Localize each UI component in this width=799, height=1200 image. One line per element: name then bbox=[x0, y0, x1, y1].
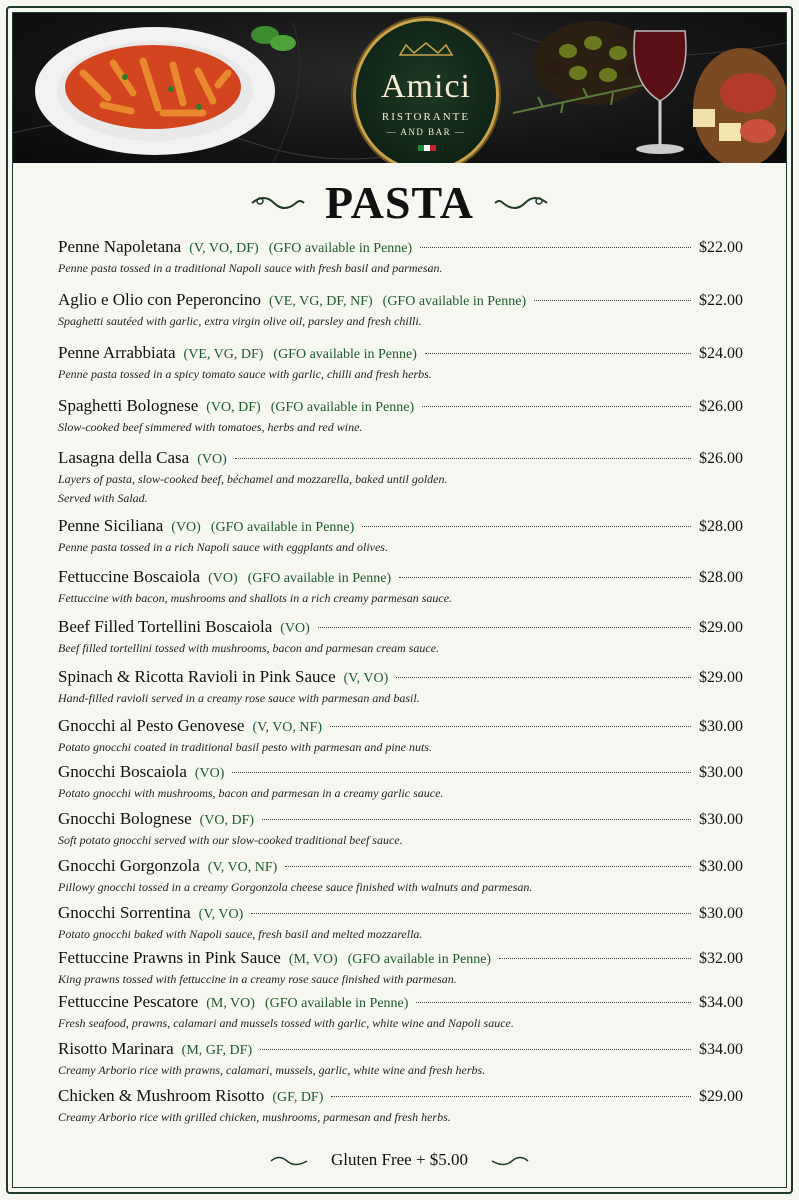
menu-item bbox=[58, 237, 743, 278]
menu-item-line bbox=[58, 396, 743, 416]
dotted-leader bbox=[318, 627, 691, 628]
menu-item-line bbox=[58, 516, 743, 536]
dish-description: Pillowy gnocchi tossed in a creamy Gorgonzola cheese sauce finished with walnuts and parmesan. bbox=[58, 880, 533, 894]
dish-name: Fettuccine Boscaiola bbox=[58, 567, 201, 586]
menu-item bbox=[58, 762, 743, 803]
logo-name: Amici bbox=[381, 68, 471, 105]
dish-price: $30.00 bbox=[699, 718, 743, 735]
menu-item-line bbox=[58, 237, 743, 257]
dish-description: King prawns tossed with fettuccine in a creamy rose sauce finished with parmesan. bbox=[58, 972, 457, 986]
menu-item bbox=[58, 516, 743, 557]
dish-name: Aglio e Olio con Peperoncino bbox=[58, 290, 262, 309]
dish-description: Penne pasta tossed in a rich Napoli sauce with eggplants and olives. bbox=[58, 540, 388, 554]
dietary-tags: (V, VO, NF) bbox=[207, 860, 278, 875]
restaurant-logo bbox=[353, 18, 499, 163]
dish-description: Penne pasta tossed in a spicy tomato sauce with garlic, chilli and fresh herbs. bbox=[58, 367, 432, 381]
dietary-tags: (VE, VG, DF) bbox=[183, 347, 264, 362]
gluten-free-option-note: (GFO available in Penne) bbox=[268, 241, 413, 256]
dish-name: Beef Filled Tortellini Boscaiola bbox=[58, 617, 273, 636]
dietary-tags: (VE, VG, DF, NF) bbox=[269, 294, 373, 309]
dish-price: $22.00 bbox=[699, 292, 743, 309]
gluten-free-option-note: (GFO available in Penne) bbox=[264, 996, 409, 1011]
menu-item bbox=[58, 1039, 743, 1080]
menu-item-line bbox=[58, 948, 743, 968]
dietary-tags: (VO, DF) bbox=[199, 813, 255, 828]
dish-name: Gnocchi Gorgonzola bbox=[58, 856, 200, 875]
dish-price: $28.00 bbox=[699, 518, 743, 535]
dish-description: Slow-cooked beef simmered with tomatoes, herbs and red wine. bbox=[58, 420, 363, 434]
dietary-tags: (V, VO) bbox=[198, 907, 244, 922]
dotted-leader bbox=[499, 958, 691, 959]
dotted-leader bbox=[420, 247, 691, 248]
dietary-tags: (VO) bbox=[197, 452, 227, 467]
menu-item-line bbox=[58, 448, 743, 468]
dish-name: Gnocchi Boscaiola bbox=[58, 762, 187, 781]
logo-subtitle-bar: — AND BAR — bbox=[386, 127, 466, 137]
menu-item bbox=[58, 617, 743, 658]
dotted-leader bbox=[235, 458, 691, 459]
menu-item bbox=[58, 716, 743, 757]
dotted-leader bbox=[396, 677, 691, 678]
dotted-leader bbox=[251, 913, 691, 914]
dietary-tags: (M, VO) bbox=[206, 996, 255, 1011]
dish-name: Fettuccine Pescatore bbox=[58, 992, 199, 1011]
dish-name: Fettuccine Prawns in Pink Sauce bbox=[58, 948, 281, 967]
footer-right-flourish-icon bbox=[490, 1154, 530, 1168]
menu-item bbox=[58, 903, 743, 944]
dish-price: $26.00 bbox=[699, 398, 743, 415]
dish-price: $34.00 bbox=[699, 1041, 743, 1058]
dish-price: $26.00 bbox=[699, 450, 743, 467]
dish-name: Penne Napoletana bbox=[58, 237, 182, 256]
menu-item-line bbox=[58, 716, 743, 736]
dish-name: Gnocchi Sorrentina bbox=[58, 903, 191, 922]
menu-item bbox=[58, 567, 743, 608]
italian-flag-icon bbox=[418, 145, 436, 151]
dietary-tags: (V, VO, DF) bbox=[189, 241, 259, 256]
gluten-free-option-note: (GFO available in Penne) bbox=[210, 520, 355, 535]
dish-price: $24.00 bbox=[699, 345, 743, 362]
dish-name: Penne Arrabbiata bbox=[58, 343, 176, 362]
page-title: PASTA bbox=[325, 177, 474, 228]
dish-description: Creamy Arborio rice with prawns, calamari, mussels, garlic, white wine and fresh herbs. bbox=[58, 1063, 486, 1077]
wine-glass-image bbox=[634, 31, 686, 154]
dish-name: Lasagna della Casa bbox=[58, 448, 190, 467]
left-flourish-icon bbox=[250, 193, 306, 213]
menu-item-line bbox=[58, 1086, 743, 1106]
dish-description: Beef filled tortellini tossed with mushrooms, bacon and parmesan cream sauce. bbox=[58, 641, 440, 655]
gluten-free-option-note: (GFO available in Penne) bbox=[347, 952, 492, 967]
dietary-tags: (M, GF, DF) bbox=[181, 1043, 253, 1058]
gluten-free-option-note: (GFO available in Penne) bbox=[273, 347, 417, 362]
dietary-tags: (VO) bbox=[208, 571, 238, 586]
dietary-tags: (VO) bbox=[171, 520, 201, 535]
gluten-free-note: Gluten Free + $5.00 bbox=[330, 1150, 469, 1169]
dish-description: Penne pasta tossed in a traditional Napoli sauce with fresh basil and parmesan. bbox=[58, 261, 443, 275]
dietary-tags: (V, VO, NF) bbox=[252, 720, 322, 735]
dish-price: $32.00 bbox=[699, 950, 743, 967]
dish-description: Spaghetti sautéed with garlic, extra virgin olive oil, parsley and fresh chilli. bbox=[58, 314, 422, 328]
crown-ornament-icon bbox=[396, 41, 456, 57]
dish-price: $30.00 bbox=[699, 811, 743, 828]
menu-item-line bbox=[58, 809, 743, 829]
dish-price: $28.00 bbox=[699, 569, 743, 586]
header-banner bbox=[13, 13, 786, 163]
dish-description: Potato gnocchi coated in traditional basil pesto with parmesan and pine nuts. bbox=[58, 740, 432, 754]
dotted-leader bbox=[362, 526, 691, 527]
dish-price: $22.00 bbox=[699, 239, 743, 256]
dish-name: Spaghetti Bolognese bbox=[58, 396, 199, 415]
dotted-leader bbox=[330, 726, 691, 727]
dietary-tags: (V, VO) bbox=[343, 671, 389, 686]
dotted-leader bbox=[262, 819, 691, 820]
dish-price: $30.00 bbox=[699, 764, 743, 781]
dish-price: $29.00 bbox=[699, 619, 743, 636]
dish-name: Chicken & Mushroom Risotto bbox=[58, 1086, 265, 1105]
dish-name: Spinach & Ricotta Ravioli in Pink Sauce bbox=[58, 667, 336, 686]
dietary-tags: (GF, DF) bbox=[272, 1090, 324, 1105]
menu-item bbox=[58, 948, 743, 989]
dotted-leader bbox=[331, 1096, 691, 1097]
menu-item bbox=[58, 343, 743, 384]
dietary-tags: (VO) bbox=[280, 621, 310, 636]
dish-name: Risotto Marinara bbox=[58, 1039, 174, 1058]
dotted-leader bbox=[260, 1049, 691, 1050]
dish-description: Potato gnocchi baked with Napoli sauce, fresh basil and melted mozzarella. bbox=[58, 927, 423, 941]
menu-item-line bbox=[58, 762, 743, 782]
menu-item-line bbox=[58, 567, 743, 587]
menu-item-line bbox=[58, 1039, 743, 1059]
menu-item-line bbox=[58, 343, 743, 363]
dish-description: Layers of pasta, slow-cooked beef, béchamel and mozzarella, baked until golden. bbox=[58, 472, 448, 486]
menu-item-line bbox=[58, 903, 743, 923]
gluten-free-option-note: (GFO available in Penne) bbox=[247, 571, 392, 586]
dietary-tags: (M, VO) bbox=[288, 952, 338, 967]
menu-item bbox=[58, 667, 743, 708]
dish-price: $29.00 bbox=[699, 669, 743, 686]
dotted-leader bbox=[232, 772, 691, 773]
footer-note-row bbox=[0, 1150, 799, 1170]
logo-subtitle: RISTORANTE bbox=[381, 111, 471, 123]
dish-name: Penne Siciliana bbox=[58, 516, 164, 535]
gluten-free-option-note: (GFO available in Penne) bbox=[382, 294, 527, 309]
gluten-free-option-note: (GFO available in Penne) bbox=[270, 400, 415, 415]
dish-description: Fresh seafood, prawns, calamari and mussels tossed with garlic, white wine and Napoli sauce. bbox=[58, 1016, 514, 1030]
menu-item-line bbox=[58, 667, 743, 687]
dish-name: Gnocchi Bolognese bbox=[58, 809, 192, 828]
dish-name: Gnocchi al Pesto Genovese bbox=[58, 716, 245, 735]
dotted-leader bbox=[422, 406, 691, 407]
right-flourish-icon bbox=[493, 193, 549, 213]
dish-price: $34.00 bbox=[699, 994, 743, 1011]
menu-item bbox=[58, 809, 743, 850]
dotted-leader bbox=[416, 1002, 691, 1003]
dotted-leader bbox=[285, 866, 691, 867]
dotted-leader bbox=[534, 300, 691, 301]
dish-price: $30.00 bbox=[699, 905, 743, 922]
menu-item bbox=[58, 856, 743, 897]
menu-item bbox=[58, 448, 743, 508]
menu-item-line bbox=[58, 992, 743, 1012]
dish-description: Soft potato gnocchi served with our slow-cooked traditional beef sauce. bbox=[58, 833, 403, 847]
menu-item-line bbox=[58, 290, 743, 310]
section-title-row bbox=[0, 176, 799, 236]
dish-description: Creamy Arborio rice with grilled chicken, mushrooms, parmesan and fresh herbs. bbox=[58, 1110, 451, 1124]
dotted-leader bbox=[425, 353, 691, 354]
footer-left-flourish-icon bbox=[269, 1154, 309, 1168]
dish-description: Fettuccine with bacon, mushrooms and shallots in a rich creamy parmesan sauce. bbox=[58, 591, 453, 605]
menu-item-line bbox=[58, 856, 743, 876]
pasta-plate-image bbox=[35, 26, 296, 155]
menu-item bbox=[58, 992, 743, 1033]
menu-item bbox=[58, 290, 743, 331]
dish-description: Potato gnocchi with mushrooms, bacon and parmesan in a creamy garlic sauce. bbox=[58, 786, 444, 800]
dish-price: $29.00 bbox=[699, 1088, 743, 1105]
dish-description: Hand-filled ravioli served in a creamy rose sauce with parmesan and basil. bbox=[58, 691, 420, 705]
menu-item bbox=[58, 396, 743, 437]
dish-price: $30.00 bbox=[699, 858, 743, 875]
dotted-leader bbox=[399, 577, 691, 578]
dietary-tags: (VO) bbox=[194, 766, 225, 781]
menu-item-line bbox=[58, 617, 743, 637]
menu-item bbox=[58, 1086, 743, 1127]
dish-description: Served with Salad. bbox=[58, 491, 148, 505]
dietary-tags: (VO, DF) bbox=[206, 400, 261, 415]
charcuterie-board-image bbox=[693, 48, 786, 163]
